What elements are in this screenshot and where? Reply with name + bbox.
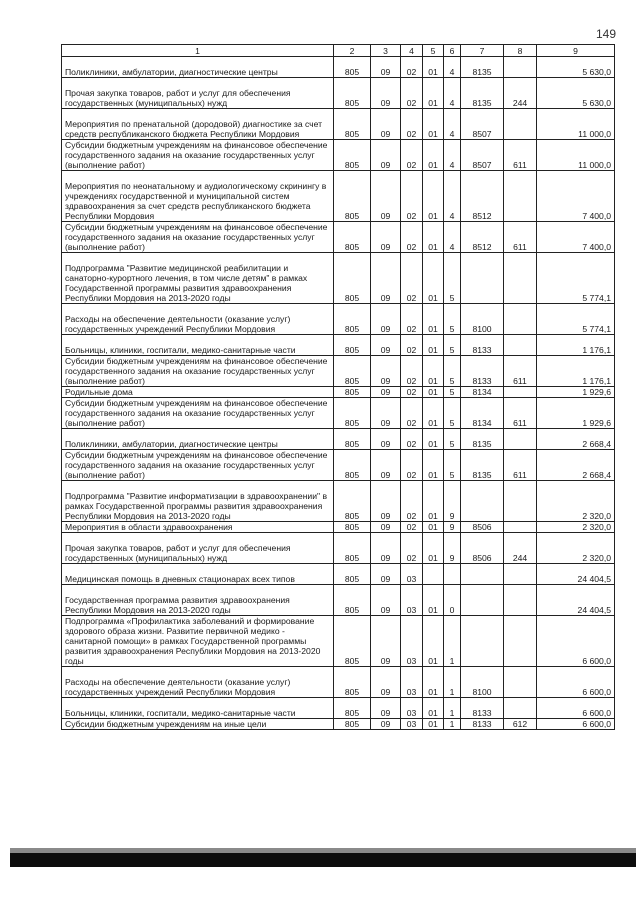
- cell-col-5: 01: [423, 335, 444, 356]
- cell-col-4: 02: [401, 253, 423, 304]
- cell-amount: 2 320,0: [537, 522, 615, 533]
- cell-col-8: 244: [504, 533, 537, 564]
- cell-col-4: 02: [401, 481, 423, 522]
- cell-col-7: 8507: [461, 109, 504, 140]
- cell-col-7: 8134: [461, 387, 504, 398]
- header-col-9: 9: [537, 45, 615, 57]
- table-row: [62, 616, 615, 667]
- cell-col-2: 805: [334, 481, 371, 522]
- cell-col-8: [504, 304, 537, 335]
- cell-col-8: [504, 564, 537, 585]
- cell-col-4: 02: [401, 398, 423, 429]
- cell-col-7: 8100: [461, 667, 504, 698]
- table-row: [62, 429, 615, 450]
- cell-amount: 7 400,0: [537, 171, 615, 222]
- cell-col-4: 02: [401, 57, 423, 78]
- cell-amount: 1 176,1: [537, 335, 615, 356]
- cell-col-7: 8506: [461, 522, 504, 533]
- cell-col-7: 8512: [461, 222, 504, 253]
- cell-col-5: 01: [423, 109, 444, 140]
- cell-col-3: 09: [371, 398, 401, 429]
- cell-col-7: 8133: [461, 719, 504, 730]
- cell-name: Подпрограмма «Профилактика заболеваний и формирование здорового образа жизни. Развитие первичной медико - санитарной помощи» в рамках Государственной программы развития здравоохранения Республики Мордовия на 2013-2020 годы: [62, 616, 334, 667]
- cell-col-3: 09: [371, 564, 401, 585]
- cell-col-6: 5: [444, 398, 461, 429]
- cell-col-4: 02: [401, 109, 423, 140]
- cell-name: Мероприятия по пренатальной (дородовой) диагностике за счет средств республиканского бюджета Республики Мордовия: [62, 109, 334, 140]
- cell-col-3: 09: [371, 356, 401, 387]
- table-row: [62, 564, 615, 585]
- table-row: [62, 356, 615, 387]
- table-row: [62, 398, 615, 429]
- cell-col-5: 01: [423, 667, 444, 698]
- cell-name: Государственная программа развития здравоохранения Республики Мордовия на 2013-2020 годы: [62, 585, 334, 616]
- cell-col-8: [504, 335, 537, 356]
- cell-amount: 1 929,6: [537, 398, 615, 429]
- cell-col-2: 805: [334, 564, 371, 585]
- cell-amount: 11 000,0: [537, 109, 615, 140]
- cell-col-3: 09: [371, 533, 401, 564]
- cell-col-3: 09: [371, 585, 401, 616]
- cell-amount: 5 630,0: [537, 78, 615, 109]
- table-body: [62, 57, 615, 730]
- cell-col-6: 4: [444, 171, 461, 222]
- cell-col-6: 5: [444, 304, 461, 335]
- cell-col-3: 09: [371, 304, 401, 335]
- cell-col-2: 805: [334, 667, 371, 698]
- cell-amount: 24 404,5: [537, 585, 615, 616]
- header-col-8: 8: [504, 45, 537, 57]
- page-number: 149: [595, 27, 616, 41]
- header-col-5: 5: [423, 45, 444, 57]
- cell-col-4: 02: [401, 140, 423, 171]
- cell-col-4: 03: [401, 564, 423, 585]
- cell-col-5: 01: [423, 533, 444, 564]
- table-row: [62, 335, 615, 356]
- table-header-row: [62, 45, 615, 57]
- cell-col-3: 09: [371, 140, 401, 171]
- cell-col-8: 244: [504, 78, 537, 109]
- cell-name: Субсидии бюджетным учреждениям на иные цели: [62, 719, 334, 730]
- cell-col-3: 09: [371, 222, 401, 253]
- table-row: [62, 719, 615, 730]
- cell-col-4: 02: [401, 450, 423, 481]
- cell-col-7: 8135: [461, 450, 504, 481]
- cell-col-5: 01: [423, 171, 444, 222]
- cell-col-5: [423, 564, 444, 585]
- cell-col-7: 8135: [461, 429, 504, 450]
- cell-amount: 6 600,0: [537, 698, 615, 719]
- table-row: [62, 698, 615, 719]
- cell-amount: 6 600,0: [537, 667, 615, 698]
- cell-col-3: 09: [371, 522, 401, 533]
- cell-col-3: 09: [371, 335, 401, 356]
- cell-name: Мероприятия в области здравоохранения: [62, 522, 334, 533]
- cell-amount: 7 400,0: [537, 222, 615, 253]
- cell-col-2: 805: [334, 719, 371, 730]
- table-row: [62, 387, 615, 398]
- cell-amount: 6 600,0: [537, 616, 615, 667]
- cell-col-2: 805: [334, 171, 371, 222]
- cell-col-5: 01: [423, 253, 444, 304]
- cell-name: Родильные дома: [62, 387, 334, 398]
- cell-col-6: 5: [444, 450, 461, 481]
- header-col-6: 6: [444, 45, 461, 57]
- cell-col-3: 09: [371, 667, 401, 698]
- cell-col-8: 611: [504, 356, 537, 387]
- table-row: [62, 481, 615, 522]
- cell-name: Больницы, клиники, госпитали, медико-санитарные части: [62, 335, 334, 356]
- cell-col-7: [461, 564, 504, 585]
- cell-col-6: 5: [444, 429, 461, 450]
- cell-col-4: 03: [401, 698, 423, 719]
- cell-col-2: 805: [334, 78, 371, 109]
- cell-col-4: 03: [401, 616, 423, 667]
- cell-col-7: [461, 253, 504, 304]
- cell-col-2: 805: [334, 616, 371, 667]
- cell-col-6: 4: [444, 109, 461, 140]
- cell-col-3: 09: [371, 429, 401, 450]
- cell-col-4: 02: [401, 429, 423, 450]
- header-col-7: 7: [461, 45, 504, 57]
- cell-col-3: 09: [371, 698, 401, 719]
- cell-name: Субсидии бюджетным учреждениям на финансовое обеспечение государственного задания на оказание государственных услуг (выполнение работ): [62, 450, 334, 481]
- cell-col-7: [461, 481, 504, 522]
- cell-col-2: 805: [334, 522, 371, 533]
- table-row: [62, 585, 615, 616]
- table-row: [62, 57, 615, 78]
- cell-col-8: [504, 481, 537, 522]
- cell-col-7: 8133: [461, 335, 504, 356]
- cell-col-7: 8134: [461, 398, 504, 429]
- cell-col-6: 9: [444, 481, 461, 522]
- cell-col-2: 805: [334, 304, 371, 335]
- cell-col-2: 805: [334, 140, 371, 171]
- cell-col-4: 03: [401, 719, 423, 730]
- cell-amount: 1 929,6: [537, 387, 615, 398]
- scan-edge-bar: [10, 853, 636, 867]
- cell-col-3: 09: [371, 253, 401, 304]
- cell-col-5: 01: [423, 398, 444, 429]
- cell-col-8: 611: [504, 222, 537, 253]
- cell-amount: 5 774,1: [537, 253, 615, 304]
- cell-col-8: [504, 616, 537, 667]
- cell-col-4: 02: [401, 533, 423, 564]
- cell-col-5: 01: [423, 522, 444, 533]
- table-row: [62, 171, 615, 222]
- cell-col-3: 09: [371, 109, 401, 140]
- cell-col-5: 01: [423, 450, 444, 481]
- cell-name: Субсидии бюджетным учреждениям на финансовое обеспечение государственного задания на оказание государственных услуг (выполнение работ): [62, 140, 334, 171]
- cell-col-2: 805: [334, 533, 371, 564]
- cell-col-7: 8133: [461, 698, 504, 719]
- cell-col-7: 8100: [461, 304, 504, 335]
- cell-col-2: 805: [334, 585, 371, 616]
- header-col-2: 2: [334, 45, 371, 57]
- cell-amount: 5 630,0: [537, 57, 615, 78]
- cell-amount: 1 176,1: [537, 356, 615, 387]
- cell-col-8: [504, 57, 537, 78]
- cell-col-5: 01: [423, 585, 444, 616]
- cell-col-5: 01: [423, 698, 444, 719]
- cell-col-4: 02: [401, 335, 423, 356]
- cell-name: Больницы, клиники, госпитали, медико-санитарные части: [62, 698, 334, 719]
- cell-col-3: 09: [371, 78, 401, 109]
- cell-col-7: 8506: [461, 533, 504, 564]
- cell-col-2: 805: [334, 253, 371, 304]
- cell-col-7: 8507: [461, 140, 504, 171]
- table-row: [62, 78, 615, 109]
- cell-col-6: 0: [444, 585, 461, 616]
- cell-col-8: 611: [504, 398, 537, 429]
- cell-col-2: 805: [334, 698, 371, 719]
- cell-name: Субсидии бюджетным учреждениям на финансовое обеспечение государственного задания на оказание государственных услуг (выполнение работ): [62, 222, 334, 253]
- header-col-4: 4: [401, 45, 423, 57]
- cell-amount: 11 000,0: [537, 140, 615, 171]
- cell-col-3: 09: [371, 450, 401, 481]
- cell-col-5: 01: [423, 616, 444, 667]
- cell-col-8: 612: [504, 719, 537, 730]
- cell-col-6: 5: [444, 387, 461, 398]
- cell-name: Субсидии бюджетным учреждениям на финансовое обеспечение государственного задания на оказание государственных услуг (выполнение работ): [62, 356, 334, 387]
- table-row: [62, 533, 615, 564]
- cell-col-6: 1: [444, 698, 461, 719]
- cell-col-7: [461, 585, 504, 616]
- cell-col-2: 805: [334, 356, 371, 387]
- cell-col-6: 1: [444, 667, 461, 698]
- cell-col-6: 1: [444, 616, 461, 667]
- cell-col-7: 8135: [461, 78, 504, 109]
- cell-name: Поликлиники, амбулатории, диагностические центры: [62, 429, 334, 450]
- cell-col-8: 611: [504, 140, 537, 171]
- cell-col-8: [504, 387, 537, 398]
- cell-name: Субсидии бюджетным учреждениям на финансовое обеспечение государственного задания на оказание государственных услуг (выполнение работ): [62, 398, 334, 429]
- table-row: [62, 222, 615, 253]
- cell-name: Прочая закупка товаров, работ и услуг для обеспечения государственных (муниципальных) нужд: [62, 78, 334, 109]
- header-col-1: 1: [62, 45, 334, 57]
- cell-col-3: 09: [371, 171, 401, 222]
- cell-col-6: 5: [444, 253, 461, 304]
- cell-col-6: 1: [444, 719, 461, 730]
- cell-name: Прочая закупка товаров, работ и услуг для обеспечения государственных (муниципальных) нужд: [62, 533, 334, 564]
- table-row: [62, 109, 615, 140]
- cell-col-2: 805: [334, 387, 371, 398]
- cell-col-5: 01: [423, 222, 444, 253]
- cell-col-3: 09: [371, 57, 401, 78]
- cell-col-3: 09: [371, 719, 401, 730]
- table-row: [62, 140, 615, 171]
- cell-col-6: 9: [444, 533, 461, 564]
- cell-col-6: 4: [444, 140, 461, 171]
- cell-name: Подпрограмма "Развитие медицинской реабилитации и санаторно-курортного лечения, в том числе детям" в рамках Государственной программы развития здравоохранения Республики Мордовия на 2013-2020 годы: [62, 253, 334, 304]
- cell-col-4: 02: [401, 522, 423, 533]
- cell-col-4: 02: [401, 78, 423, 109]
- cell-col-6: 5: [444, 356, 461, 387]
- cell-col-4: 03: [401, 667, 423, 698]
- cell-col-2: 805: [334, 222, 371, 253]
- cell-col-6: 4: [444, 222, 461, 253]
- cell-amount: 2 668,4: [537, 450, 615, 481]
- cell-col-8: [504, 585, 537, 616]
- cell-col-4: 03: [401, 585, 423, 616]
- cell-col-6: 4: [444, 57, 461, 78]
- cell-col-2: 805: [334, 109, 371, 140]
- cell-col-6: [444, 564, 461, 585]
- cell-col-5: 01: [423, 304, 444, 335]
- cell-col-4: 02: [401, 387, 423, 398]
- cell-name: Медицинская помощь в дневных стационарах всех типов: [62, 564, 334, 585]
- cell-name: Мероприятия по неонатальному и аудиологическому скринингу в учреждениях государственной и муниципальной систем здравоохранения за счет средств республиканского бюджета Республики Мордовия: [62, 171, 334, 222]
- cell-col-8: [504, 109, 537, 140]
- cell-amount: 2 668,4: [537, 429, 615, 450]
- cell-name: Расходы на обеспечение деятельности (оказание услуг) государственных учреждений Республики Мордовия: [62, 304, 334, 335]
- cell-col-7: [461, 616, 504, 667]
- cell-col-4: 02: [401, 222, 423, 253]
- cell-col-2: 805: [334, 57, 371, 78]
- cell-col-7: 8512: [461, 171, 504, 222]
- cell-amount: 2 320,0: [537, 481, 615, 522]
- cell-amount: 2 320,0: [537, 533, 615, 564]
- cell-col-4: 02: [401, 356, 423, 387]
- cell-col-2: 805: [334, 335, 371, 356]
- cell-col-5: 01: [423, 356, 444, 387]
- cell-col-5: 01: [423, 429, 444, 450]
- budget-table: [61, 44, 615, 730]
- cell-amount: 5 774,1: [537, 304, 615, 335]
- cell-col-5: 01: [423, 78, 444, 109]
- table-row: [62, 450, 615, 481]
- table-row: [62, 304, 615, 335]
- cell-col-2: 805: [334, 398, 371, 429]
- cell-col-3: 09: [371, 387, 401, 398]
- cell-col-5: 01: [423, 719, 444, 730]
- cell-col-4: 02: [401, 304, 423, 335]
- table-row: [62, 253, 615, 304]
- table-row: [62, 522, 615, 533]
- cell-name: Поликлиники, амбулатории, диагностические центры: [62, 57, 334, 78]
- table-row: [62, 667, 615, 698]
- cell-amount: 24 404,5: [537, 564, 615, 585]
- cell-amount: 6 600,0: [537, 719, 615, 730]
- cell-col-8: [504, 667, 537, 698]
- cell-col-7: 8135: [461, 57, 504, 78]
- cell-col-6: 4: [444, 78, 461, 109]
- cell-col-8: 611: [504, 450, 537, 481]
- cell-name: Подпрограмма "Развитие информатизации в здравоохранении" в рамках Государственной программы развития здравоохранения Республики Мордовия на 2013-2020 годы: [62, 481, 334, 522]
- cell-col-3: 09: [371, 616, 401, 667]
- cell-col-8: [504, 698, 537, 719]
- cell-col-8: [504, 429, 537, 450]
- cell-col-2: 805: [334, 450, 371, 481]
- cell-col-8: [504, 253, 537, 304]
- cell-col-5: 01: [423, 481, 444, 522]
- cell-col-6: 5: [444, 335, 461, 356]
- cell-col-5: 01: [423, 57, 444, 78]
- cell-col-8: [504, 171, 537, 222]
- cell-col-3: 09: [371, 481, 401, 522]
- cell-col-5: 01: [423, 140, 444, 171]
- cell-col-4: 02: [401, 171, 423, 222]
- cell-col-8: [504, 522, 537, 533]
- cell-col-7: 8133: [461, 356, 504, 387]
- cell-name: Расходы на обеспечение деятельности (оказание услуг) государственных учреждений Республики Мордовия: [62, 667, 334, 698]
- cell-col-5: 01: [423, 387, 444, 398]
- cell-col-2: 805: [334, 429, 371, 450]
- cell-col-6: 9: [444, 522, 461, 533]
- header-col-3: 3: [371, 45, 401, 57]
